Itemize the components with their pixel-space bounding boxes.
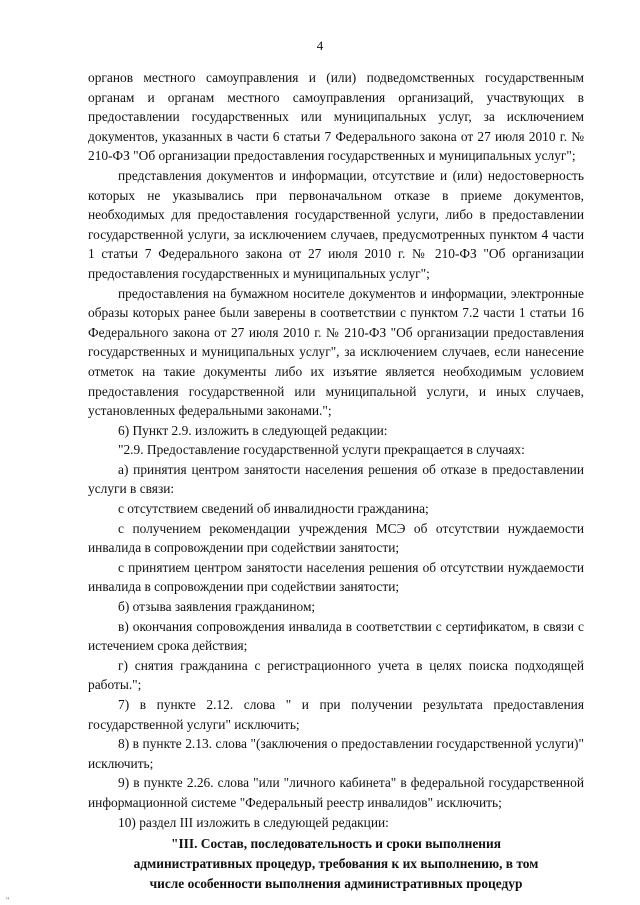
paragraph-3: предоставления на бумажном носителе документов и информации, электронные образы которых ранее были заверены в соответствии с пунктом 7.2 части 1 статьи 16 Федерального закона от 27 июля 2010 г. № 210-ФЗ "Об организации предоставления государственных и муниципальных услуг", за исключением случаев, если нанесение отметок на такие документы либо их изъятие является необходимым условием предоставления государственной или муниципальной услуги, и иных случаев, установленных федеральными законами."; <box>88 285 584 419</box>
paragraph-5: "2.9. Предоставление государственной услуги прекращается в случаях: <box>118 442 525 458</box>
paragraph-11: в) окончания сопровождения инвалида в соответствии с сертификатом, в связи с истечением срока действия; <box>88 618 584 654</box>
document-body <box>88 68 584 894</box>
section-heading-line: административных процедур, требования к их выполнению, в том <box>133 856 539 872</box>
paragraph-4: 6) Пункт 2.9. изложить в следующей редакции: <box>118 422 388 438</box>
paragraph-1: органов местного самоуправления и (или) подведомственных государственным органам и органам местного самоуправления организаций, участвующих в предоставлении государственных или муниципальных услуг, за исключением документов, указанных в части 6 статьи 7 Федерального закона от 27 июля 2010 г. № 210-ФЗ "Об организации предоставления государственных и муниципальных услуг"; <box>88 70 584 164</box>
paragraph-8: с получением рекомендации учреждения МСЭ об отсутствии нуждаемости инвалида в сопровождении при содействии занятости; <box>88 520 584 556</box>
paragraph-7: с отсутствием сведений об инвалидности гражданина; <box>118 501 429 517</box>
paragraph-9: с принятием центром занятости населения решения об отсутствии нуждаемости инвалида в сопровождении при содействии занятости; <box>88 559 584 595</box>
paragraph-15: 9) в пункте 2.26. слова "или "личного кабинета" в федеральной государственной информационной системе "Федеральный реестр инвалидов" исключить; <box>88 775 584 810</box>
section-heading-line: "III. Состав, последовательность и сроки выполнения <box>171 836 501 852</box>
section-heading <box>88 834 584 894</box>
paragraph-6: а) принятия центром занятости населения решения об отказе в предоставлении услуги в связи: <box>88 461 584 497</box>
paragraph-12: г) снятия гражданина с регистрационного учета в целях поиска подходящей работы."; <box>88 657 584 693</box>
corner-mark: " <box>6 896 10 905</box>
section-heading-line: числе особенности выполнения административных процедур <box>149 876 523 892</box>
paragraph-14: 8) в пункте 2.13. слова "(заключения о предоставлении государственной услуги)" исключить; <box>88 736 584 771</box>
paragraph-16: 10) раздел III изложить в следующей редакции: <box>118 814 389 830</box>
paragraph-13: 7) в пункте 2.12. слова " и при получении результата предоставления государственной услуги" исключить; <box>88 697 584 732</box>
paragraph-10: б) отзыва заявления гражданином; <box>118 599 316 615</box>
paragraph-2: представления документов и информации, отсутствие и (или) недостоверность которых не указывались при первоначальном отказе в приеме документов, необходимых для предоставления государственной услуги, либо в предоставлении государственной услуги, за исключением случаев, предусмотренных пунктом 4 части 1 статьи 7 Федерального закона от 27 июля 2010 г. № 210-ФЗ "Об организации предоставления государственных и муниципальных услуг"; <box>88 167 584 281</box>
page-number: 4 <box>316 38 324 53</box>
